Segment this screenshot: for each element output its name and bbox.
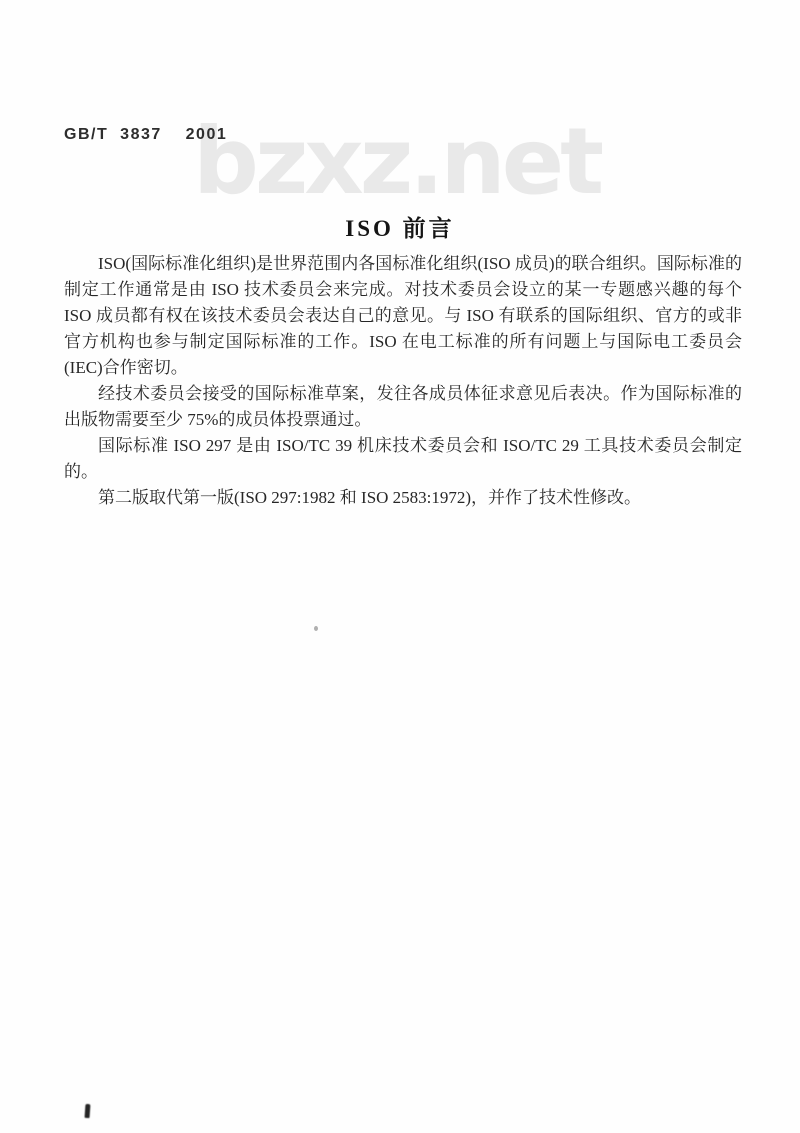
page-title: ISO 前言 [345, 216, 455, 241]
foreword-body [64, 251, 742, 511]
foreword-paragraph-1: ISO(国际标准化组织)是世界范围内各国标准化组织(ISO 成员)的联合组织。国际标准的制定工作通常是由 ISO 技术委员会来完成。对技术委员会设立的某一专题感兴趣的每个 ISO 成员都有权在该技术委员会表达自己的意见。与 ISO 有联系的国际组织、官方的或非官方机构也参与制定国际标准的工作。ISO 在电工标准的所有问题上与国际电工委员会(IEC)合作密切。 [64, 254, 742, 377]
scan-speck-artifact [314, 626, 318, 631]
foreword-paragraph-3: 国际标准 ISO 297 是由 ISO/TC 39 机床技术委员会和 ISO/TC 29 工具技术委员会制定的。 [64, 436, 742, 481]
foreword-paragraph-4: 第二版取代第一版(ISO 297:1982 和 ISO 2583:1972)，并作了技术性修改。 [98, 488, 642, 507]
ink-mark-artifact [85, 1104, 91, 1118]
foreword-paragraph-2: 经技术委员会接受的国际标准草案，发往各成员体征求意见后表决。作为国际标准的出版物需要至少 75%的成员体投票通过。 [64, 384, 742, 429]
standard-number: GB/T 3837 2001 [64, 126, 228, 143]
watermark-text: bzxz.net [193, 108, 601, 215]
